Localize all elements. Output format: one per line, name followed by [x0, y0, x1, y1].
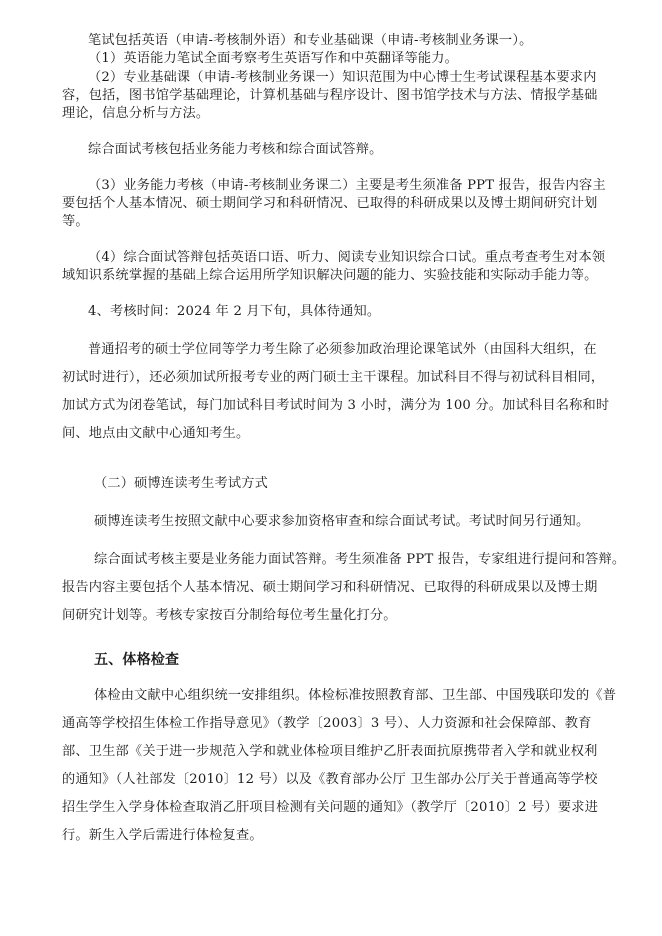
text-line: 报告内容主要包括个人基本情况、硕士期间学习和科研情况、已取得的科研成果以及博士期: [62, 580, 598, 595]
text-line: 行。新生入学后需进行体检复查。: [62, 828, 263, 843]
text-line: 体检由文献中心组织统一安排组织。体检标准按照教育部、卫生部、中国残联印发的《普: [94, 688, 617, 703]
text-line: （4）综合面试答辩包括英语口语、听力、阅读专业知识综合口试。重点考查考生对本领: [88, 250, 606, 265]
section-heading: 五、体格检查: [94, 652, 180, 668]
subsection-heading: （二）硕博连读考生考试方式: [94, 476, 269, 491]
text-line: 间、地点由文献中心通知考生。: [62, 426, 250, 441]
text-line: 招生学生入学身体检查取消乙肝项目检测有关问题的通知》（教学厅〔2010〕2 号）要求进: [62, 800, 599, 815]
text-line: （1）英语能力笔试全面考察考生英语写作和中英翻译等能力。: [88, 51, 459, 66]
text-line: （3）业务能力考核（申请-考核制业务课二）主要是考生须准备 PPT 报告，报告内容主: [88, 178, 606, 193]
text-line: 域知识系统掌握的基础上综合运用所学知识解决问题的能力、实验技能和实际动手能力等。: [62, 268, 598, 283]
text-line: （2）专业基础课（申请-考核制业务课一）知识范围为中心博士生考试课程基本要求内: [88, 70, 597, 85]
text-line: 加试方式为闭卷笔试，每门加试科目考试时间为 3 小时，满分为 100 分。加试科目名称和时: [62, 398, 610, 413]
text-line: 综合面试考核包括业务能力考核和综合面试答辩。: [88, 142, 383, 157]
text-line: 笔试包括英语（申请-考核制外语）和专业基础课（申请-考核制业务课一）。: [88, 33, 533, 48]
text-line: 的通知》（人社部发〔2010〕12 号）以及《教育部办公厅 卫生部办公厅关于普通高等学校: [62, 772, 598, 787]
text-line: 要包括个人基本情况、硕士期间学习和科研情况、已取得的科研成果以及博士期间研究计划: [62, 196, 598, 211]
text-line: 容，包括，图书馆学基础理论，计算机基础与程序设计、图书馆学技术与方法、情报学基础: [62, 88, 598, 103]
text-line: 理论，信息分析与方法。: [62, 106, 210, 121]
text-line: 通高等学校招生体检工作指导意见》（教学〔2003〕3 号）、人力资源和社会保障部、教育: [62, 716, 592, 731]
text-line: 部、卫生部《关于进一步规范入学和就业体检项目维护乙肝表面抗原携带者入学和就业权利: [62, 744, 598, 759]
text-line: 等。: [62, 214, 89, 229]
text-line: 4、考核时间：2024 年 2 月下旬，具体待通知。: [88, 304, 381, 319]
text-line: 初试时进行），还必须加试所报考专业的两门硕士主干课程。加试科目不得与初试科目相同，: [62, 370, 605, 385]
text-line: 硕博连读考生按照文献中心要求参加资格审查和综合面试考试。考试时间另行通知。: [94, 514, 590, 529]
text-line: 间研究计划等。考核专家按百分制给每位考生量化打分。: [62, 608, 397, 623]
text-line: 普通招考的硕士学位同等学力考生除了必须参加政治理论课笔试外（由国科大组织，在: [88, 342, 597, 357]
text-line: 综合面试考核主要是业务能力面试答辩。考生须准备 PPT 报告，专家组进行提问和答辩。: [94, 552, 626, 567]
